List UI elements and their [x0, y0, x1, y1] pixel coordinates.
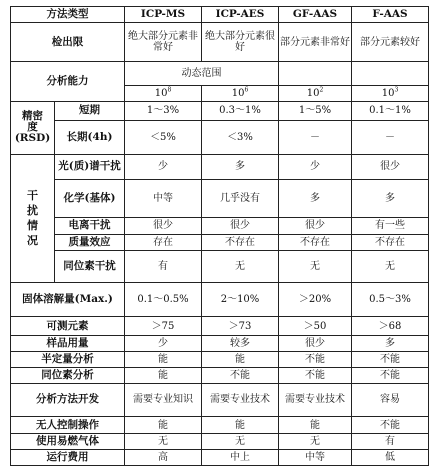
row-elements: [11, 317, 429, 336]
cell-icp-aes: 很少: [202, 217, 279, 234]
cell-gf-aas: 很少: [279, 336, 352, 352]
cell-gf-aas: 需要专业技术: [279, 383, 352, 417]
cell-gf-aas: 很少: [279, 217, 352, 234]
cell-icp-aes: $10^6$: [202, 85, 279, 101]
row-detection-limit: [11, 22, 429, 61]
cell-icp-ms: 无: [125, 434, 202, 450]
header-row: [11, 7, 429, 23]
cell-icp-aes: 绝大部分元素很好: [202, 22, 279, 61]
cell-gf-aas: 无: [279, 434, 352, 450]
cell-icp-aes: 需要专业技术: [202, 383, 279, 417]
header-icp-ms: ICP-MS: [125, 7, 202, 23]
row-sample-amount: [11, 336, 429, 352]
cell-f-aas: 低: [352, 450, 429, 466]
cell-gf-aas: 1～5%: [279, 101, 352, 120]
cell-icp-ms: 有: [125, 250, 202, 283]
cell-icp-ms: 能: [125, 417, 202, 434]
cell-icp-ms: ＜5%: [125, 120, 202, 154]
cell-icp-aes: 不能: [202, 367, 279, 383]
cell-icp-aes: 0.3～1%: [202, 101, 279, 120]
cell-gf-aas: 能: [279, 417, 352, 434]
row-label: 无人控制操作: [11, 417, 125, 434]
spacer: [352, 62, 429, 86]
cell-icp-aes: 2～10%: [202, 283, 279, 317]
header-f-aas: F-AAS: [352, 7, 429, 23]
cell-f-aas: 多: [352, 336, 429, 352]
cell-icp-ms: 少: [125, 154, 202, 179]
row-semi-quant: [11, 352, 429, 368]
cell-icp-aes: ＜3%: [202, 120, 279, 154]
cell-gf-aas: 少: [279, 154, 352, 179]
row-label: 电离干扰: [55, 217, 125, 234]
cell-icp-ms: 能: [125, 367, 202, 383]
cell-icp-ms: $10^8$: [125, 85, 202, 101]
header-icp-aes: ICP-AES: [202, 7, 279, 23]
row-label: 质量效应: [55, 234, 125, 250]
cell-f-aas: 不能: [352, 417, 429, 434]
row-precision-long: [11, 120, 429, 154]
cell-gf-aas: $10^2$: [279, 85, 352, 101]
cell-icp-aes: 能: [202, 352, 279, 368]
cell-icp-aes: 能: [202, 417, 279, 434]
cell-icp-ms: 绝大部分元素非常好: [125, 22, 202, 61]
cell-icp-aes: 不存在: [202, 234, 279, 250]
row-interference-chemical: [11, 179, 429, 217]
row-running-cost: [11, 450, 429, 466]
row-interference-ionization: [11, 217, 429, 234]
cell-gf-aas: ＞50: [279, 317, 352, 336]
cell-gf-aas: 多: [279, 179, 352, 217]
cell-icp-ms: 存在: [125, 234, 202, 250]
cell-gf-aas: 部分元素非常好: [279, 22, 352, 61]
cell-f-aas: 容易: [352, 383, 429, 417]
cell-icp-ms: 0.1～0.5%: [125, 283, 202, 317]
row-precision-short: [11, 101, 429, 120]
row-interference-isotope: [11, 250, 429, 283]
row-label: 固体溶解量(Max.): [11, 283, 125, 317]
cell-icp-aes: 多: [202, 154, 279, 179]
dynamic-range-label: 动态范围: [125, 62, 279, 86]
row-label: 检出限: [11, 22, 125, 61]
cell-icp-aes: 无: [202, 250, 279, 283]
row-label: 分析方法开发: [11, 383, 125, 417]
cell-icp-ms: 很少: [125, 217, 202, 234]
row-flammable-gas: [11, 434, 429, 450]
row-label: 光(质)谱干扰: [55, 154, 125, 179]
spacer: [279, 62, 352, 86]
cell-icp-aes: 无: [202, 434, 279, 450]
cell-gf-aas: 不能: [279, 367, 352, 383]
cell-icp-aes: 较多: [202, 336, 279, 352]
cell-gf-aas: －: [279, 120, 352, 154]
header-method-type: 方法类型: [11, 7, 125, 23]
cell-gf-aas: ＞20%: [279, 283, 352, 317]
row-label: 化学(基体): [55, 179, 125, 217]
row-label: 同位素分析: [11, 367, 125, 383]
cell-gf-aas: 中等: [279, 450, 352, 466]
row-unattended: [11, 417, 429, 434]
cell-f-aas: 多: [352, 179, 429, 217]
row-isotope-analysis: [11, 367, 429, 383]
interference-label: 干 扰 情 况: [11, 154, 55, 283]
cell-gf-aas: 不存在: [279, 234, 352, 250]
precision-label: 精密 度 (RSD): [11, 101, 55, 154]
cell-icp-ms: 1～3%: [125, 101, 202, 120]
cell-f-aas: 部分元素较好: [352, 22, 429, 61]
row-label: 短期: [55, 101, 125, 120]
row-label: 运行费用: [11, 450, 125, 466]
cell-icp-ms: 中等: [125, 179, 202, 217]
row-method-dev: [11, 383, 429, 417]
header-gf-aas: GF-AAS: [279, 7, 352, 23]
cell-icp-aes: 几乎没有: [202, 179, 279, 217]
cell-gf-aas: 不能: [279, 352, 352, 368]
cell-f-aas: 有: [352, 434, 429, 450]
cell-f-aas: 不能: [352, 367, 429, 383]
row-label: 可测元素: [11, 317, 125, 336]
cell-f-aas: ＞68: [352, 317, 429, 336]
cell-f-aas: 有一些: [352, 217, 429, 234]
cell-f-aas: 不能: [352, 352, 429, 368]
row-label: 同位素干扰: [55, 250, 125, 283]
cell-f-aas: $10^3$: [352, 85, 429, 101]
row-solids: [11, 283, 429, 317]
cell-f-aas: 很少: [352, 154, 429, 179]
cell-icp-ms: 高: [125, 450, 202, 466]
cell-icp-ms: 少: [125, 336, 202, 352]
cell-gf-aas: 无: [279, 250, 352, 283]
row-label: 长期(4h): [55, 120, 125, 154]
cell-icp-aes: 中上: [202, 450, 279, 466]
cell-f-aas: －: [352, 120, 429, 154]
row-interference-mass: [11, 234, 429, 250]
cell-icp-ms: 能: [125, 352, 202, 368]
row-label: 样品用量: [11, 336, 125, 352]
row-interference-spectral: [11, 154, 429, 179]
cell-icp-ms: 需要专业知识: [125, 383, 202, 417]
row-label: 使用易燃气体: [11, 434, 125, 450]
cell-f-aas: 无: [352, 250, 429, 283]
comparison-table: [10, 6, 429, 466]
row-analysis-capability: [11, 62, 429, 86]
row-label: 半定量分析: [11, 352, 125, 368]
cell-icp-ms: ＞75: [125, 317, 202, 336]
cell-icp-aes: ＞73: [202, 317, 279, 336]
cell-f-aas: 0.1～1%: [352, 101, 429, 120]
cell-f-aas: 不存在: [352, 234, 429, 250]
cell-f-aas: 0.5～3%: [352, 283, 429, 317]
row-label: 分析能力: [11, 62, 125, 101]
